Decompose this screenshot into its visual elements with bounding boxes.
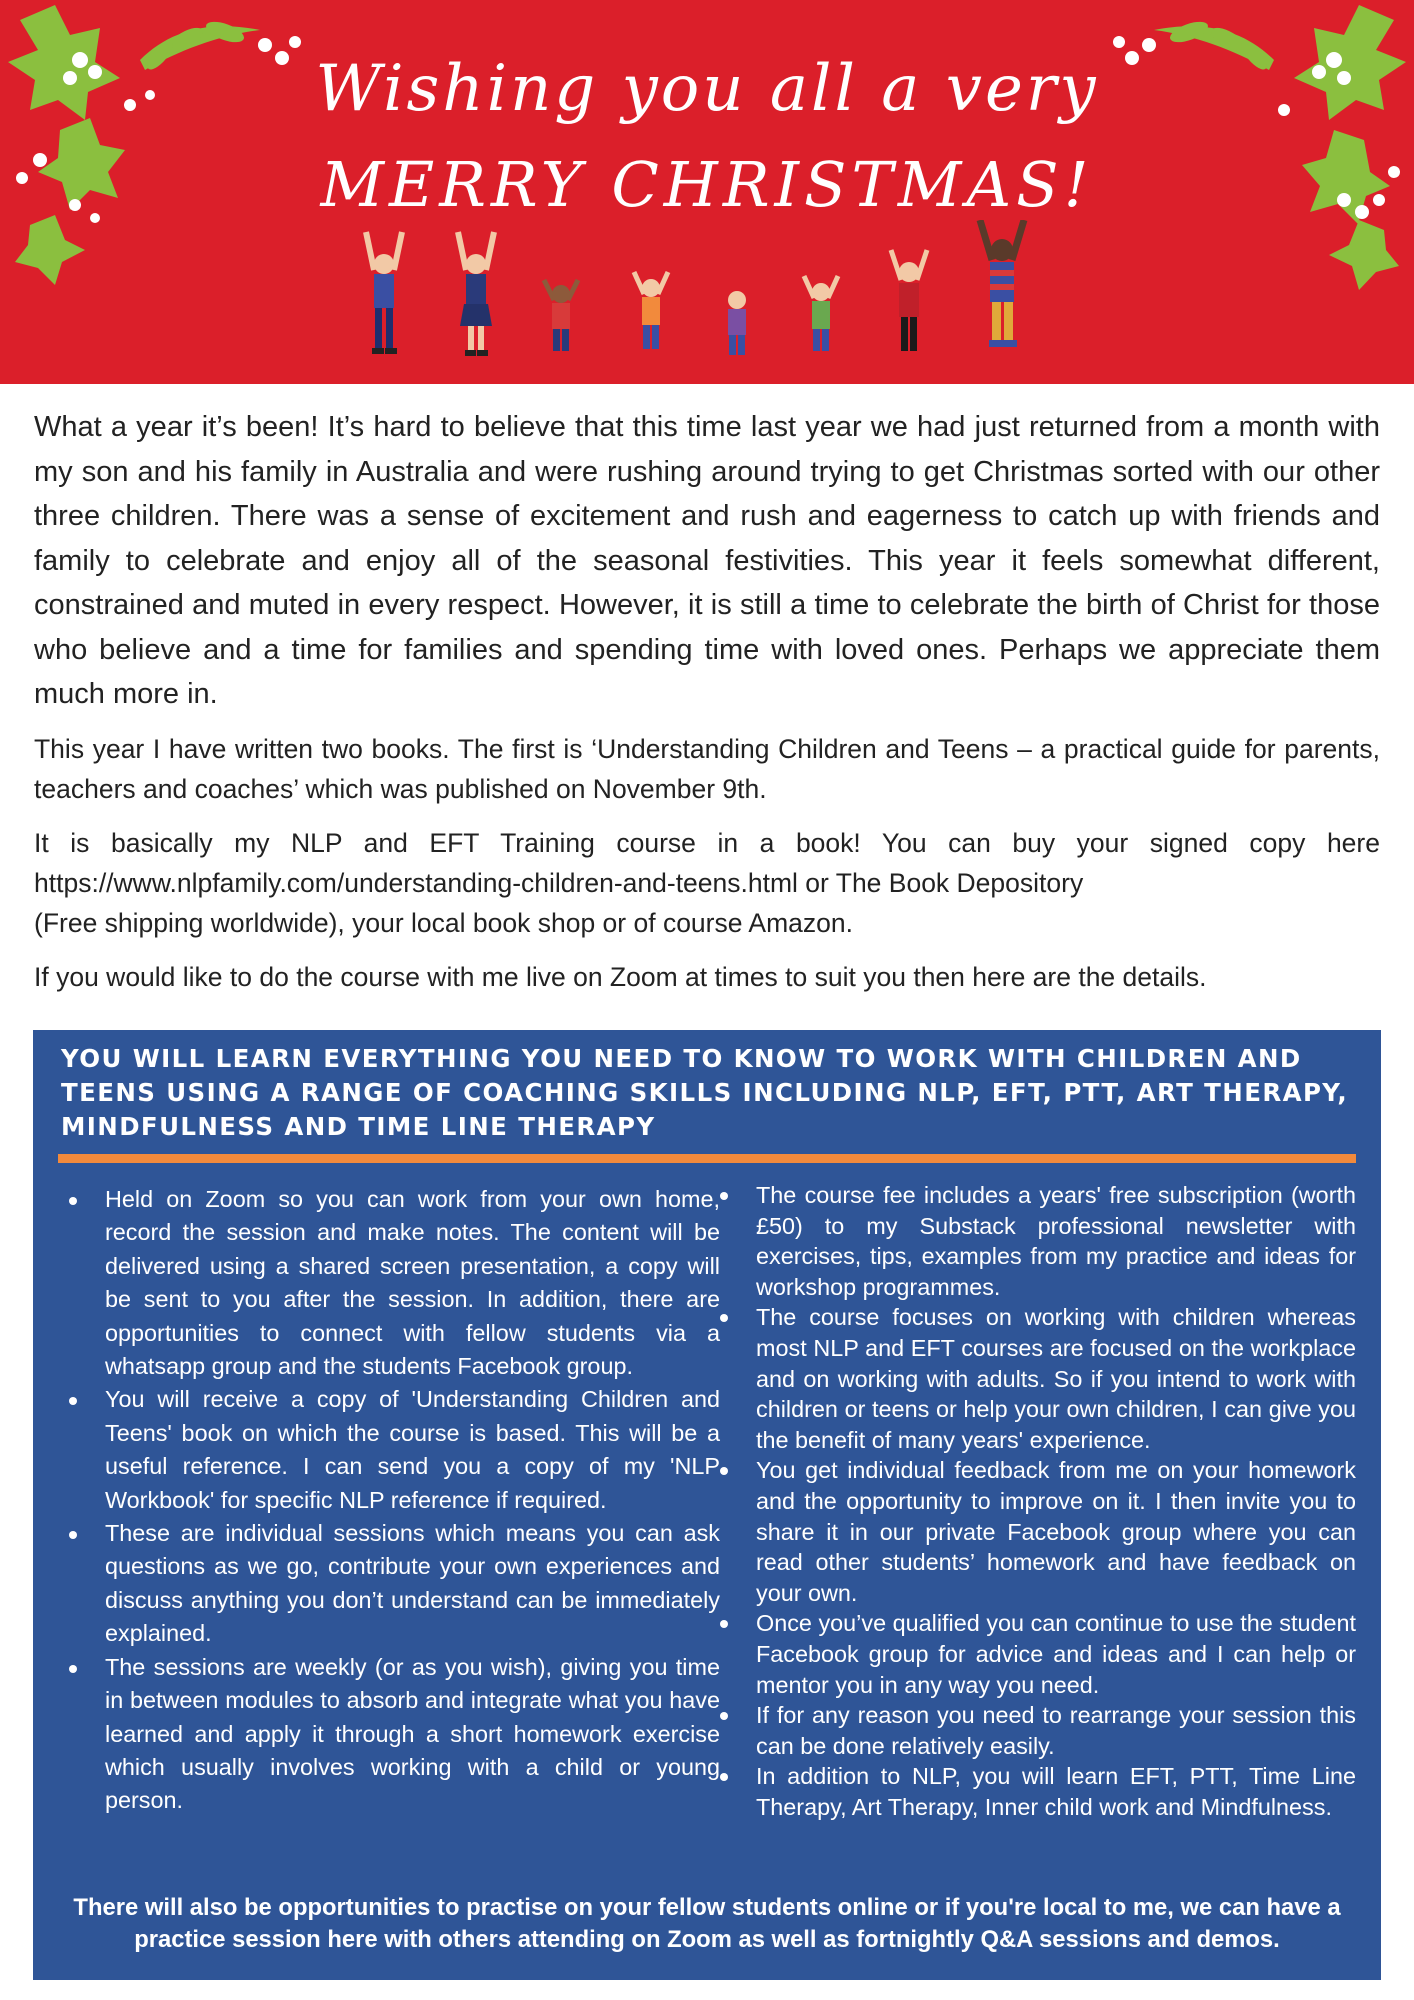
orange-divider bbox=[58, 1154, 1356, 1163]
list-item: You will receive a copy of 'Understanding Children and Teens' book on which the course is based. This will be a useful reference. I can send you a copy of my 'NLP Workbook' for specific NLP reference if required. bbox=[65, 1383, 720, 1517]
purchase-link[interactable]: https://www.nlpfamily.com/understanding-children-and-teens.html or The Book Depository bbox=[34, 867, 1084, 898]
intro-paragraph-year: What a year it’s been! It’s hard to believe that this time last year we had just returned from a month with my son and his family in Australia and were rushing around trying to get Christmas sorted with our other three children. There was a sense of excitement and rush and eagerness to catch up with friends and family to celebrate and enjoy all of the seasonal festivities. This year it feels somewhat different, constrained and muted in every respect. However, it is still a time to celebrate the birth of Christ for those who believe and a time for families and spending time with loved ones. Perhaps we appreciate them much more in. bbox=[34, 411, 1380, 710]
list-item: These are individual sessions which means you can ask questions as we go, contribute your own experiences and discuss anything you don’t understand can be immediately explained. bbox=[65, 1517, 720, 1651]
course-details-box bbox=[33, 1030, 1381, 1980]
list-item: You get individual feedback from me on your homework and the opportunity to improve on it. I then invite you to share it in our private Facebook group where you can read other students’ homework and have feedback on your own. bbox=[716, 1455, 1356, 1608]
list-item: The course fee includes a years' free subscription (worth £50) to my Substack professional newsletter with exercises, tips, examples from my practice and ideas for workshop programmes. bbox=[716, 1180, 1356, 1302]
intro-paragraph-course: If you would like to do the course with me live on Zoom at times to suit you then here are the details. bbox=[34, 961, 1207, 992]
intro-paragraph-purchase bbox=[34, 823, 1380, 943]
list-item: If for any reason you need to rearrange your session this can be done relatively easily. bbox=[716, 1700, 1356, 1761]
list-item: The sessions are weekly (or as you wish), giving you time in between modules to absorb and integrate what you have learned and apply it through a short homework exercise which usually involves working with a child or young person. bbox=[65, 1651, 720, 1818]
list-item: Held on Zoom so you can work from your own home, record the session and make notes. The content will be delivered using a shared screen presentation, a copy will be sent to you after the session. In addition, there are opportunities to connect with fellow students via a whatsapp group and the students Facebook group. bbox=[65, 1183, 720, 1383]
cheering-children-icon bbox=[350, 220, 1070, 380]
banner-greeting-line1: Wishing you all a very bbox=[315, 52, 1099, 126]
list-item: The course focuses on working with children whereas most NLP and EFT courses are focused on the workplace and on working with adults. So if you intend to work with children or teens or help your own children, I can give you the benefit of many years' experience. bbox=[716, 1302, 1356, 1455]
course-features-right bbox=[716, 1180, 1356, 1822]
purchase-line-3: (Free shipping worldwide), your local book shop or of course Amazon. bbox=[34, 907, 853, 938]
intro-section bbox=[34, 405, 1380, 1011]
list-item: In addition to NLP, you will learn EFT, PTT, Time Line Therapy, Art Therapy, Inner child work and Mindfulness. bbox=[716, 1761, 1356, 1822]
course-footer-note: There will also be opportunities to practise on your fellow students online or if you're local to me, we can have a practice session here with others attending on Zoom as well as fortnightly Q&A sessions and demos. bbox=[73, 1894, 1341, 1953]
list-item: Once you’ve qualified you can continue to use the student Facebook group for advice and ideas and I can help or mentor you in any way you need. bbox=[716, 1608, 1356, 1700]
intro-paragraph-books: This year I have written two books. The first is ‘Understanding Children and Teens – a practical guide for parents, teachers and coaches’ which was published on November 9th. bbox=[34, 733, 1380, 804]
course-heading: YOU WILL LEARN EVERYTHING YOU NEED TO KNOW TO WORK WITH CHILDREN AND TEENS USING A RANGE OF COACHING SKILLS INCLUDING NLP, EFT, PTT, ART THERAPY, MINDFULNESS AND TIME LINE THERAPY bbox=[61, 1044, 1349, 1141]
christmas-banner bbox=[0, 0, 1414, 384]
course-features-left bbox=[65, 1183, 720, 1818]
purchase-line-1: It is basically my NLP and EFT Training course in a book! You can buy your signed copy here bbox=[34, 827, 1380, 858]
banner-greeting-line2: MERRY CHRISTMAS! bbox=[320, 148, 1094, 221]
